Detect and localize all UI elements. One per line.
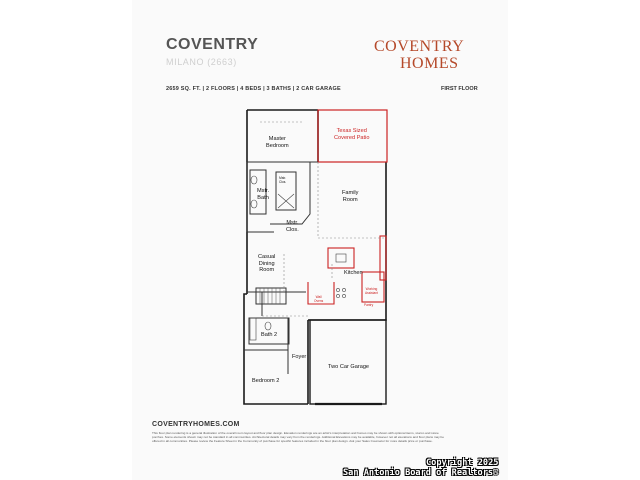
room-label-kitchen: Kitchen <box>344 270 363 276</box>
disclaimer-text: This floor plan rendering is a general illustration of the overall room layout and floor plan design. Elevation renderings are an artist's interpretation and homes may be shown with optional items, stucco and stone porches. Some elements shown may not be standard in all communities. Architectural details may vary from the renderings. Additional Elevations may be available, however not all elevations and floor plans may be offered in all communities. Please review the Feature Sheet in the Community of purchase for specific features included in the floor plan design. Ask your Sales Counselor for more details price or purchase. <box>152 431 444 443</box>
room-label-foyer: Foyer <box>292 354 307 360</box>
room-label-wall-ovens: Wall Ovens <box>314 295 324 303</box>
wall-left-lower <box>244 294 308 404</box>
room-label-bedroom-2: Bedroom 2 <box>252 378 280 384</box>
room-label-mstr-clos-1: Mstr. Clos. <box>279 176 287 184</box>
garage-outline <box>310 320 386 404</box>
floor-label: FIRST FLOOR <box>441 86 478 92</box>
watermark-line-2: San Antonio Board of Realtors® <box>343 468 499 478</box>
stairs-outline <box>256 288 286 304</box>
watermark-line-1: Copyright 2025 <box>426 458 499 468</box>
stairs-treads <box>260 288 280 304</box>
logo-line-2: HOMES <box>400 55 459 72</box>
brand-logo <box>374 38 478 74</box>
plan-title: COVENTRY <box>166 36 259 53</box>
room-label-pantry: Pantry <box>364 303 374 307</box>
plan-subtitle: MILANO (2663) <box>166 57 237 67</box>
plan-specs: 2659 SQ. FT. | 2 FLOORS | 4 BEDS | 3 BATHS | 2 CAR GARAGE <box>166 86 341 92</box>
room-label-working-assistant: Working Assistant <box>365 287 378 295</box>
room-label-casual-dining: Casual Dining Room <box>258 254 276 274</box>
room-label-covered-patio: Texas Sized Covered Patio <box>334 128 370 141</box>
website-text: COVENTRYHOMES.COM <box>152 421 240 428</box>
room-label-master-bedroom: Master Bedroom <box>266 136 289 149</box>
floor-plan <box>240 104 394 410</box>
logo-line-1: COVENTRY <box>374 38 465 55</box>
room-label-family-room: Family Room <box>342 190 359 203</box>
room-label-bath-2: Bath 2 <box>261 332 278 338</box>
room-label-mstr-clos-2: Mstr. Clos. <box>286 220 299 233</box>
room-label-two-car-garage: Two Car Garage <box>328 364 370 370</box>
room-label-mstr-bath: Mstr. Bath <box>257 188 270 201</box>
